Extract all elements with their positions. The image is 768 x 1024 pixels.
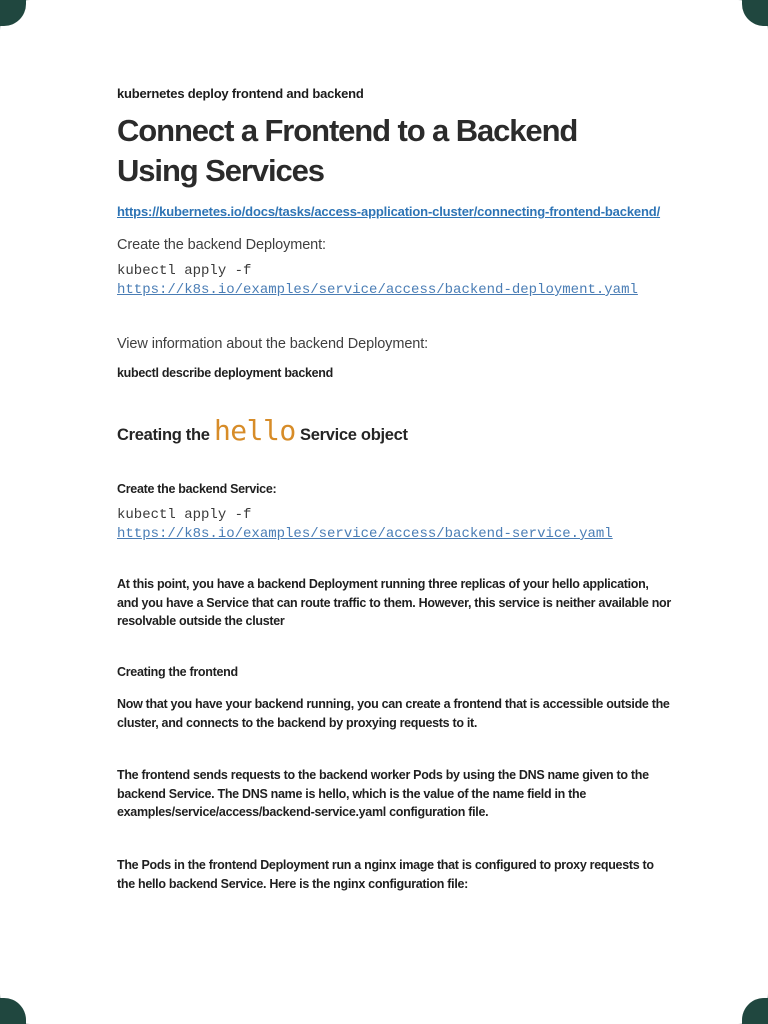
page-title: Connect a Frontend to a Backend Using Services bbox=[117, 113, 578, 188]
backend-summary-paragraph: At this point, you have a backend Deployment running three replicas of your hello application, and you have a Service that can route traffic to them. However, this service is neither available nor resolvable outside the cluster bbox=[117, 577, 671, 628]
kubectl-apply-command: kubectl apply -f bbox=[117, 263, 252, 279]
frontend-nginx-paragraph: The Pods in the frontend Deployment run a nginx image that is configured to proxy requests to the hello backend Service. Here is the nginx configuration file: bbox=[117, 858, 654, 891]
frontend-intro-paragraph: Now that you have your backend running, you can create a frontend that is accessible outside the cluster, and connects to the backend by proxying requests to it. bbox=[117, 697, 670, 730]
hello-service-section-heading bbox=[117, 414, 677, 447]
kubectl-describe-command: kubectl describe deployment backend bbox=[117, 366, 333, 380]
creating-frontend-heading: Creating the frontend bbox=[117, 665, 238, 679]
create-backend-deployment-label: Create the backend Deployment: bbox=[117, 237, 326, 253]
heading-text-post: Service object bbox=[295, 426, 408, 444]
view-info-label: View information about the backend Deployment: bbox=[117, 336, 429, 352]
frontend-dns-paragraph: The frontend sends requests to the backend worker Pods by using the DNS name given to the backend Service. The DNS name is hello, which is the value of the name field in the examples/service/access/backend-service.yaml configuration file. bbox=[117, 768, 649, 819]
kubectl-apply-command: kubectl apply -f bbox=[117, 507, 252, 523]
heading-text-pre: Creating the bbox=[117, 426, 214, 444]
backend-deployment-yaml-link[interactable]: https://k8s.io/examples/service/access/backend-deployment.yaml bbox=[117, 282, 638, 298]
create-backend-service-label: Create the backend Service: bbox=[117, 482, 277, 496]
kubernetes-docs-link-row bbox=[117, 204, 660, 219]
kubernetes-docs-link[interactable]: https://kubernetes.io/docs/tasks/access-application-cluster/connecting-frontend-backend/ bbox=[117, 204, 661, 219]
kubectl-apply-deployment-code bbox=[117, 262, 638, 300]
document-keywords: kubernetes deploy frontend and backend bbox=[117, 86, 364, 101]
heading-hello-code: hello bbox=[213, 414, 296, 447]
backend-service-yaml-link[interactable]: https://k8s.io/examples/service/access/backend-service.yaml bbox=[117, 526, 613, 542]
kubectl-apply-service-code bbox=[117, 506, 613, 544]
